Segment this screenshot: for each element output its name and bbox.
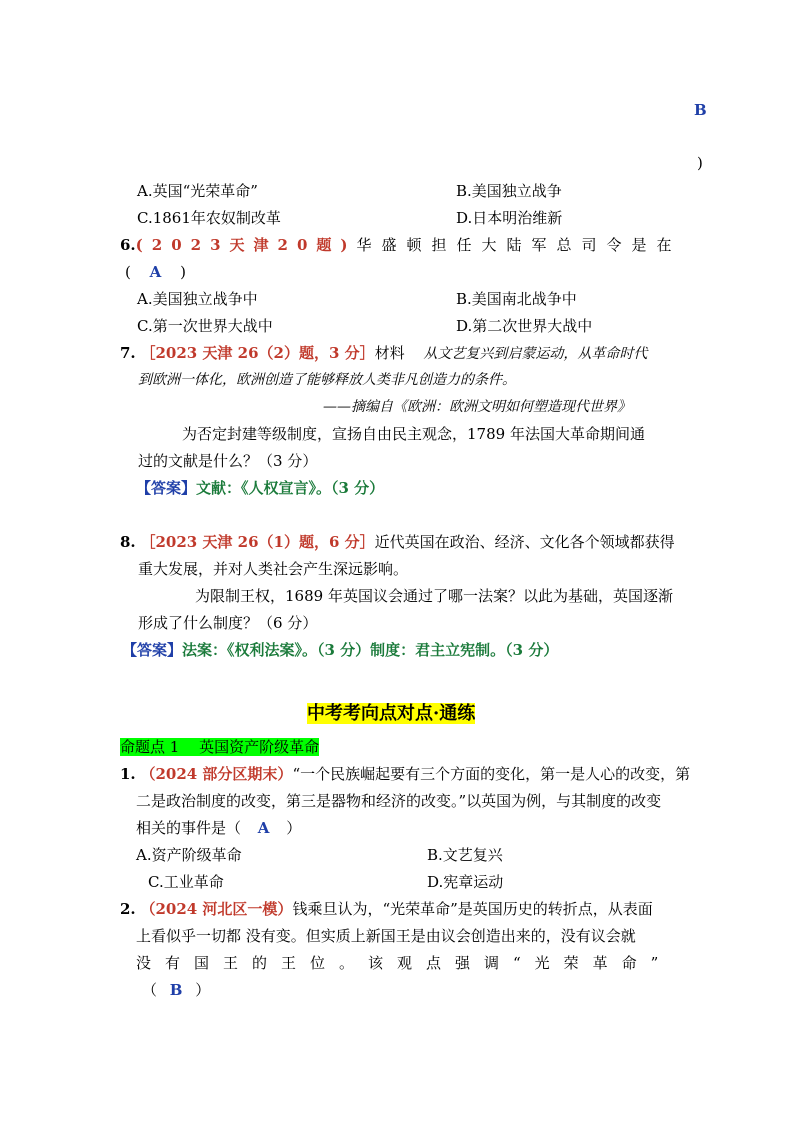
q5-option-a: A.英国“光荣革命” [137,182,258,200]
q8-source: ［2023 天津 26（1）题，6 分］ [140,533,375,551]
p1-option-d: D.宪章运动 [427,873,504,891]
p2-header-line [120,900,653,918]
p2-source: （2024 河北区一模） [140,900,293,918]
q5-option-c: C.1861年农奴制改革 [137,209,281,227]
q6-option-b: B.美国南北战争中 [456,290,577,308]
q8-answer-text: 法案：《权利法案》。（3 分）制度：君主立宪制。（3 分） [182,641,559,659]
q8-question-line-1: 为限制王权，1689 年英国议会通过了哪一法案？以此为基础，英国逐渐 [195,587,673,605]
p1-number: 1. [120,765,136,783]
p1-stem-line-2: 二是政治制度的改变，第三是器物和经济的改变。”以英国为例，与其制度的改变 [136,792,662,810]
q7-source: ［2023 天津 26（2）题，3 分］ [140,344,375,362]
q6-paren-close: ) [180,263,186,281]
q6-paren-open: ( [125,263,131,281]
q7-material-line-1: 从文艺复兴到启蒙运动，从革命时代 [423,346,648,362]
q8-answer-line [122,641,558,659]
q7-citation: ——摘编自《欧洲：欧洲文明如何塑造现代世界》 [323,399,631,415]
p1-answer: A [257,819,270,837]
q7-answer-text: 文献：《人权宣言》。（3 分） [196,479,385,497]
q7-material-label: 材料 [374,344,405,362]
q7-answer-tag: 【答案】 [136,479,197,497]
q7-question-line-1: 为否定封建等级制度，宣扬自由民主观念，1789 年法国大革命期间通 [182,425,645,443]
q8-header-line [120,533,675,551]
q6-number: 6. [120,236,136,254]
p1-option-b: B.文艺复兴 [427,846,503,864]
p1-source: （2024 部分区期末） [140,765,293,783]
q8-stem-line-1: 近代英国在政治、经济、文化各个领域都获得 [374,533,675,551]
q7-question-line-2: 过的文献是什么？（3 分） [138,452,318,470]
q7-header-line [120,344,647,363]
p1-option-a: A.资产阶级革命 [136,846,242,864]
section-title: 中考考向点对点·通练 [307,703,476,724]
q8-answer-tag: 【答案】 [122,641,183,659]
q8-question-line-2: 形成了什么制度？（6 分） [138,614,318,632]
q5-option-b: B.美国独立战争 [456,182,562,200]
q8-number: 8. [120,533,136,551]
p1-stem-text: 相关的事件是（ [136,819,242,837]
p2-paren-open: （ [142,981,158,999]
p2-stem-line-1: 钱乘旦认为，“光荣革命”是英国历史的转折点，从表面 [292,900,653,918]
top-paren: ) [697,154,703,172]
p2-stem-line-2: 上看似乎一切都 没有变。但实质上新国王是由议会创造出来的，没有议会就 [136,927,636,945]
p1-stem-line-1: “一个民族崛起要有三个方面的变化，第一是人心的改变，第 [292,765,691,783]
q6-stem-line [120,236,682,254]
q6-stem: 华盛顿担任大陆军总司令是在 [356,236,682,254]
q7-answer-line [136,479,384,497]
q6-source: (2023天津20题) [135,236,357,254]
q6-answer-line [125,263,186,281]
p1-option-c: C.工业革命 [148,873,224,891]
p2-answer: B [169,981,183,999]
q5-option-d: D.日本明治维新 [456,209,563,227]
top-answer-letter: B [694,101,707,119]
q7-number: 7. [120,344,136,362]
q6-answer: A [149,263,162,281]
q6-option-a: A.美国独立战争中 [137,290,258,308]
p2-answer-line [142,981,210,999]
q8-stem-line-2: 重大发展，并对人类社会产生深远影响。 [138,560,409,578]
q7-material-line-2: 到欧洲一体化，欧洲创造了能够释放人类非凡创造力的条件。 [138,372,516,388]
p1-header-line [120,765,690,783]
q6-option-c: C.第一次世界大战中 [137,317,273,335]
p2-paren-close: ） [195,981,211,999]
p2-number: 2. [120,900,136,918]
p2-stem-line-3: 没有国王的王位。该观点强调“光荣革命” [136,954,673,972]
topic-label: 命题点 1 英国资产阶级革命 [120,738,320,756]
p1-paren-close: ） [286,819,302,837]
p1-stem-line-3 [136,819,301,837]
q6-option-d: D.第二次世界大战中 [456,317,593,335]
